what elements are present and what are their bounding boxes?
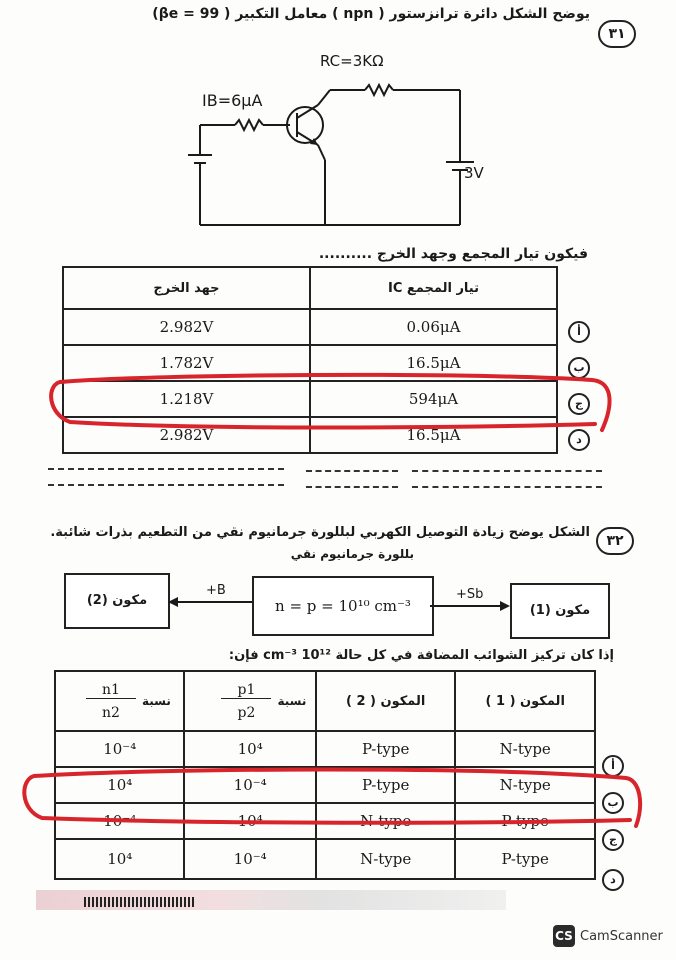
barcode-fragment	[84, 897, 194, 907]
component-1-cell: N-type	[455, 767, 595, 803]
option-d-marker[interactable]: د	[568, 429, 590, 451]
camscanner-logo-icon: CS	[553, 925, 575, 947]
vout-cell: 2.982V	[63, 309, 310, 345]
question-31-number: ٣١	[598, 20, 636, 48]
camscanner-label: CamScanner	[580, 929, 663, 944]
answer-highlight-q31	[40, 372, 620, 442]
p-ratio-cell: 10⁻⁴	[184, 767, 315, 803]
doping-arrows	[166, 580, 512, 620]
supply-label: 3V	[464, 164, 484, 182]
answer-highlight-q32	[14, 764, 650, 836]
separator-dots	[412, 470, 602, 488]
table-row	[63, 309, 557, 345]
p-ratio-cell: 10⁴	[184, 803, 315, 839]
question-31-text: يوضح الشكل دائرة ترانزستور ( npn ) معامل التكبير ( 99 = βe)	[152, 6, 590, 22]
ic-cell: 0.06μA	[310, 309, 557, 345]
option-c-marker[interactable]: ج	[602, 829, 624, 851]
option-a-marker[interactable]: أ	[602, 755, 624, 777]
option-b-marker[interactable]: ب	[602, 792, 624, 814]
question-32-subtext: بللورة جرمانيوم نقي	[290, 547, 414, 561]
ic-cell: 16.5μA	[310, 345, 557, 381]
n-ratio-label: نسبة	[142, 694, 171, 708]
boron-label: +B	[206, 583, 226, 598]
transistor-circuit-diagram	[180, 50, 500, 240]
n-ratio-numerator: n1	[86, 682, 136, 699]
antimony-label: +Sb	[456, 587, 484, 602]
option-b-marker[interactable]: ب	[568, 357, 590, 379]
component-1-cell: P-type	[455, 803, 595, 839]
ic-cell: 16.5μA	[310, 417, 557, 453]
n-ratio-cell: 10⁴	[55, 839, 184, 879]
header-component-2: المكون ( 2 )	[316, 671, 456, 731]
option-a-marker[interactable]: أ	[568, 321, 590, 343]
component-2-cell: P-type	[316, 767, 456, 803]
component-1-cell: P-type	[455, 839, 595, 879]
header-n-ratio	[55, 671, 184, 731]
n-ratio-denominator: n2	[102, 705, 120, 721]
option-c-marker[interactable]: ج	[568, 393, 590, 415]
vout-cell: 2.982V	[63, 417, 310, 453]
ic-cell: 594μA	[310, 381, 557, 417]
p-ratio-label: نسبة	[277, 694, 307, 708]
question-32-text: الشكل يوضح زيادة التوصيل الكهربي لبللورة جرمانيوم نقي من التطعيم بذرات شائبة.	[50, 525, 590, 540]
n-ratio-cell: 10⁴	[55, 767, 184, 803]
p-ratio-denominator: p2	[237, 705, 256, 721]
pure-germanium-box: n = p = 10¹⁰ cm⁻³	[252, 576, 434, 636]
n-ratio-cell: 10⁻⁴	[55, 803, 184, 839]
question-31-prompt: فيكون تيار المجمع وجهد الخرج ..........	[318, 246, 588, 262]
n-ratio-cell: 10⁻⁴	[55, 731, 184, 767]
header-output-voltage: جهد الخرج	[63, 267, 310, 309]
p-ratio-numerator: p1	[221, 682, 271, 699]
p-ratio-cell: 10⁻⁴	[184, 839, 315, 879]
component-1-box: مكون (1)	[510, 583, 610, 639]
header-collector-current: تيار المجمع IC	[310, 267, 557, 309]
component-1-cell: N-type	[455, 731, 595, 767]
separator-dots	[306, 470, 398, 488]
question-32-prompt: إذا كان تركيز الشوائب المضافة في كل حالة 10¹² cm⁻³ فإن:	[228, 648, 614, 663]
ib-label: IB=6μA	[202, 91, 263, 110]
component-2-cell: P-type	[316, 731, 456, 767]
table-row	[55, 839, 595, 879]
rc-label: RC=3KΩ	[320, 52, 384, 70]
vout-cell: 1.218V	[63, 381, 310, 417]
header-component-1: المكون ( 1 )	[455, 671, 595, 731]
component-2-cell: N-type	[316, 839, 456, 879]
option-d-marker[interactable]: د	[602, 869, 624, 891]
table-row	[55, 731, 595, 767]
component-2-cell: N-type	[316, 803, 456, 839]
separator-dots	[48, 468, 284, 486]
component-2-box: مكون (2)	[64, 573, 170, 629]
header-p-ratio	[184, 671, 315, 731]
p-ratio-cell: 10⁴	[184, 731, 315, 767]
question-32-number: ٣٢	[596, 527, 634, 555]
vout-cell: 1.782V	[63, 345, 310, 381]
